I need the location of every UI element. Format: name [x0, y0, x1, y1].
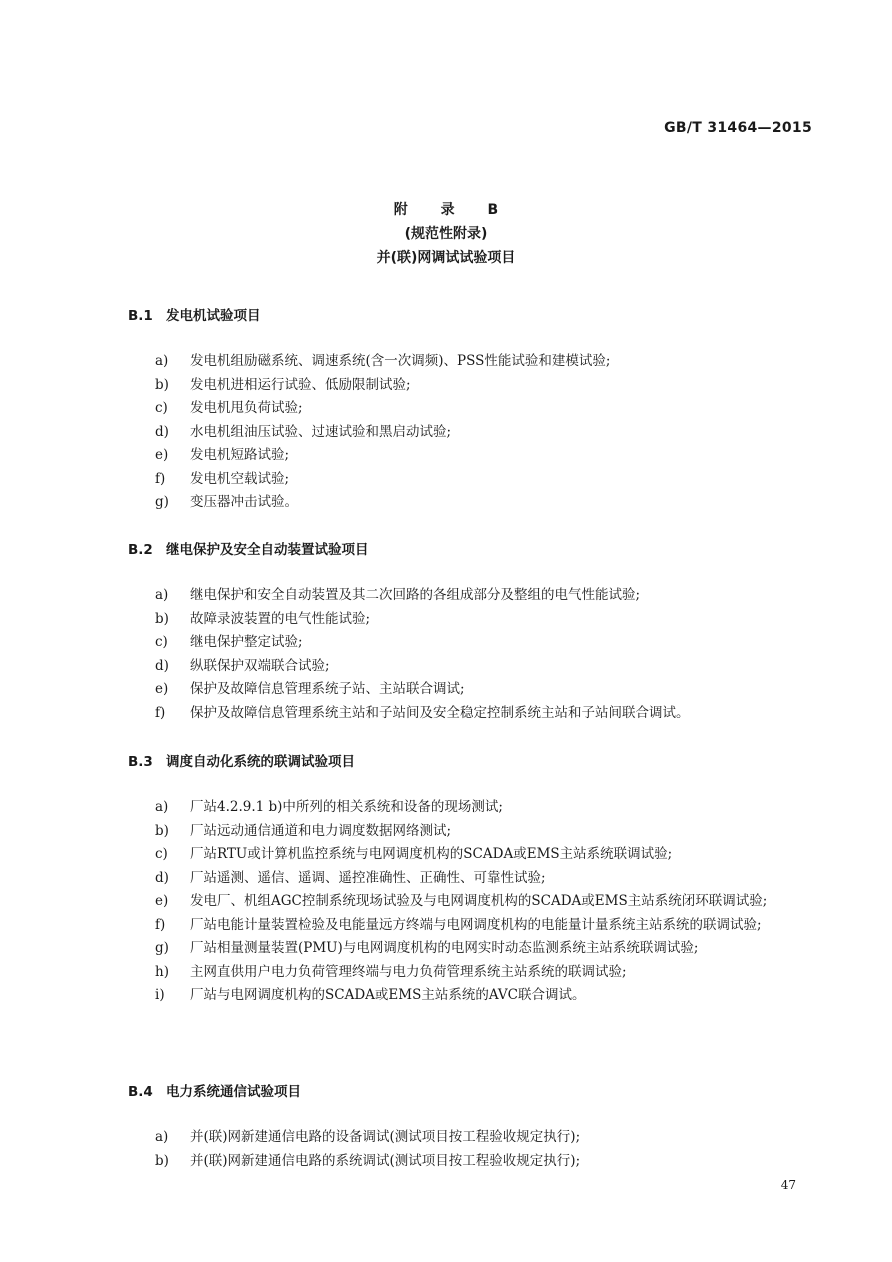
- item-marker: d): [155, 657, 169, 674]
- list-item: [155, 796, 828, 820]
- list-item: [155, 608, 828, 632]
- item-marker: d): [155, 869, 169, 886]
- item-marker: b): [155, 610, 169, 627]
- list-item: [155, 491, 828, 515]
- item-marker: h): [155, 963, 169, 980]
- item-marker: f): [155, 470, 166, 487]
- item-marker: c): [155, 846, 168, 862]
- standard-code: GB/T 31464—2015: [664, 120, 812, 136]
- item-marker: f): [155, 916, 166, 933]
- list-item: [155, 397, 828, 421]
- item-text: 厂站4.2.9.1 b)中所列的相关系统和设备的现场测试;: [190, 799, 503, 815]
- annex-title: 附 录 B: [393, 202, 513, 218]
- item-list: [128, 584, 828, 725]
- item-marker: d): [155, 423, 169, 440]
- annex-heading: [0, 198, 892, 270]
- list-item: [155, 584, 828, 608]
- section-heading: [128, 304, 828, 328]
- item-text: 纵联保护双端联合试验;: [190, 657, 330, 674]
- annex-subtitle: (规范性附录): [404, 226, 488, 242]
- item-marker: a): [155, 799, 169, 815]
- item-marker: c): [155, 634, 168, 650]
- item-text: 厂站与电网调度机构的SCADA或EMS主站系统的AVC联合调试。: [190, 987, 586, 1003]
- list-item: [155, 678, 828, 702]
- item-marker: b): [155, 822, 169, 839]
- item-text: 继电保护和安全自动装置及其二次回路的各组成部分及整组的电气性能试验;: [190, 587, 641, 603]
- section-number: B.1: [128, 308, 153, 324]
- item-marker: i): [155, 987, 165, 1003]
- item-text: 继电保护整定试验;: [190, 634, 303, 650]
- section-heading: [128, 1080, 828, 1104]
- list-item: [155, 702, 828, 726]
- page-number: 47: [780, 1178, 796, 1192]
- item-text: 厂站相量测量装置(PMU)与电网调度机构的电网实时动态监测系统主站系统联调试验;: [190, 940, 699, 956]
- item-marker: f): [155, 704, 166, 721]
- item-text: 故障录波装置的电气性能试验;: [190, 610, 371, 627]
- section-heading: [128, 538, 828, 562]
- item-text: 发电机短路试验;: [190, 447, 290, 463]
- list-item: [155, 468, 828, 492]
- section-b2: [128, 538, 828, 725]
- section-title: 发电机试验项目: [166, 308, 261, 324]
- item-marker: b): [155, 376, 169, 393]
- item-list: [128, 350, 828, 515]
- list-item: [155, 655, 828, 679]
- section-number: B.4: [128, 1084, 153, 1100]
- section-b4: [128, 1080, 828, 1173]
- list-item: [155, 631, 828, 655]
- item-text: 发电机甩负荷试验;: [190, 400, 303, 416]
- list-item: [155, 1126, 828, 1150]
- item-marker: a): [155, 1129, 169, 1145]
- section-b3: [128, 750, 828, 1008]
- item-text: 发电机组励磁系统、调速系统(含一次调频)、PSS性能试验和建模试验;: [190, 353, 611, 369]
- section-title: 调度自动化系统的联调试验项目: [166, 754, 355, 770]
- item-marker: g): [155, 940, 169, 956]
- list-item: [155, 421, 828, 445]
- list-item: [155, 374, 828, 398]
- list-item: [155, 890, 828, 914]
- section-number: B.2: [128, 542, 153, 558]
- item-marker: g): [155, 494, 169, 510]
- item-text: 保护及故障信息管理系统主站和子站间及安全稳定控制系统主站和子站间联合调试。: [190, 704, 690, 721]
- item-marker: a): [155, 587, 169, 603]
- section-heading: [128, 750, 828, 774]
- item-text: 厂站RTU或计算机监控系统与电网调度机构的SCADA或EMS主站系统联调试验;: [190, 846, 673, 862]
- item-text: 发电机空载试验;: [190, 470, 290, 487]
- item-text: 保护及故障信息管理系统子站、主站联合调试;: [190, 681, 465, 697]
- section-number: B.3: [128, 754, 153, 770]
- list-item: [155, 350, 828, 374]
- list-item: [155, 914, 828, 938]
- section-b1: [128, 304, 828, 515]
- item-list: [128, 1126, 828, 1173]
- item-marker: a): [155, 353, 169, 369]
- list-item: [155, 820, 828, 844]
- section-title: 电力系统通信试验项目: [166, 1084, 301, 1100]
- item-marker: e): [155, 681, 169, 697]
- item-text: 发电机进相运行试验、低励限制试验;: [190, 376, 411, 393]
- item-text: 并(联)网新建通信电路的设备调试(测试项目按工程验收规定执行);: [190, 1129, 581, 1145]
- item-text: 发电厂、机组AGC控制系统现场试验及与电网调度机构的SCADA或EMS主站系统闭环联调试验;: [190, 893, 768, 909]
- list-item: [155, 843, 828, 867]
- item-text: 变压器冲击试验。: [190, 494, 298, 510]
- item-text: 厂站远动通信通道和电力调度数据网络测试;: [190, 822, 452, 839]
- item-marker: e): [155, 893, 169, 909]
- item-marker: e): [155, 447, 169, 463]
- item-marker: c): [155, 400, 168, 416]
- list-item: [155, 937, 828, 961]
- list-item: [155, 867, 828, 891]
- annex-heading-text: 并(联)网调试试验项目: [376, 250, 516, 266]
- item-list: [128, 796, 828, 1008]
- item-text: 厂站电能计量装置检验及电能量远方终端与电网调度机构的电能量计量系统主站系统的联调试验;: [190, 916, 762, 933]
- list-item: [155, 444, 828, 468]
- section-title: 继电保护及安全自动装置试验项目: [166, 542, 369, 558]
- list-item: [155, 984, 828, 1008]
- item-text: 并(联)网新建通信电路的系统调试(测试项目按工程验收规定执行);: [190, 1152, 581, 1169]
- list-item: [155, 1150, 828, 1174]
- item-marker: b): [155, 1152, 169, 1169]
- list-item: [155, 961, 828, 985]
- item-text: 水电机组油压试验、过速试验和黑启动试验;: [190, 423, 452, 440]
- item-text: 主网直供用户电力负荷管理终端与电力负荷管理系统主站系统的联调试验;: [190, 963, 627, 980]
- item-text: 厂站遥测、遥信、遥调、遥控准确性、正确性、可靠性试验;: [190, 869, 546, 886]
